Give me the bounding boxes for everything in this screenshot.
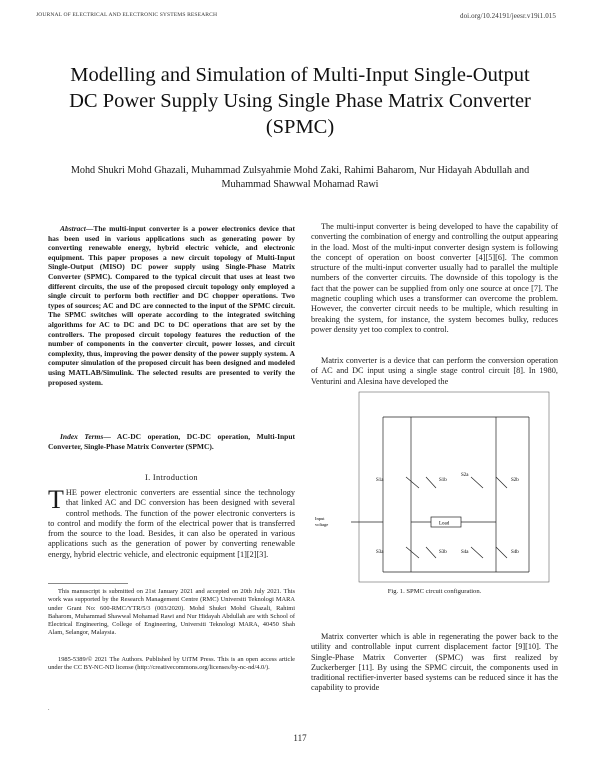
label-input: Input [315,516,325,521]
label-load: Load [439,521,450,527]
label-s1a: S1a [376,478,384,483]
right-paragraph-2: Matrix converter is a device that can perform the conversion operation of AC and DC input using a single stage control circuit [8]. In 1980, Venturini and Alesina have developed the [311,356,558,386]
footnote-license: 1985-5389/© 2021 The Authors. Published by UiTM Press. This is an open access article under the CC BY-NC-ND license (http://creativecommons.org/licenses/by-nc-nd/4.0/). [48,656,295,672]
abstract-text: —The multi-input converter is a power electronics device that has been used in various applications such as generating power by converting renewable energy, hybrid electric vehicle, and electronic equipment. This paper proposes a new circuit topology of Multi-Input Single-Output (MISO) DC power supply using Single-Phase Matrix Converter (SPMC). Compared to the typical circuit that uses at least two different circuits, the use of the proposed circuit topology only employed a single circuit to perform both rectifier and DC chopper operations. Two types of sources; AC and DC are connected to the input of the SPMC circuit. The SPMC switches will operate according to the integrated switching algorithms for AC to DC and DC to DC operations that are set by the controllers. The proposed circuit topology features the reduction of the number of components in the converter circuit, power losses, and circuit complexity, thus, improving the power density of the power supply system. A computer simulation of the proposed circuit has been designed and modeled using MATLAB/Simulink. The selected results are presented to verify the proposed system. [48,224,295,387]
paper-authors: Mohd Shukri Mohd Ghazali, Muhammad Zulsyahmie Mohd Zaki, Rahimi Baharom, Nur Hidayah Abdullah and Muhammad Shawwal Mohamad Rawi [70,165,530,190]
footnote-manuscript: This manuscript is submitted on 21st January 2021 and accepted on 20th July 2021. This work was supported by the Research Management Centre (RMC) Universiti Teknologi MARA under Grant No: 600-RMC/YTR/5/3 (003/2020). Mohd Shukri Mohd Ghazali, Rahimi Baharom, Muhammad Shawwal Mohamad Rawi and Nur Hidayah Abdullah are with School of Electrical Engineering, College of Engineering, Universiti Teknologi MARA, 40450 Shah Alam, Selangor, Malaysia. [48,588,295,637]
label-voltage: voltage [315,522,329,527]
footnote-dot: . [48,706,50,712]
dropcap: T [48,485,64,514]
paper-title: Modelling and Simulation of Multi-Input Single-Output DC Power Supply Using Single Phase Matrix Converter (SPMC) [69,64,531,138]
journal-header: JOURNAL OF ELECTRICAL AND ELECTRONIC SYSTEMS RESEARCH [36,12,218,18]
abstract-label: Abstract [60,224,86,233]
label-s4a: S4a [461,550,469,555]
label-s4b: S4b [511,550,519,555]
right-paragraph-3: Matrix converter which is able in regenerating the power back to the utility and controllable input current displacement factor [9][10]. The Single-Phase Matrix Converter (SPMC) was first realized by Zuckerberger [11]. By using the SPMC circuit, the components used in traditional rectifier-inverter based systems can be reduced since it has the capability to provide [311,632,558,693]
label-s2b: S2b [511,478,519,483]
footnote-rule [48,583,128,584]
introduction-paragraph [48,485,295,560]
label-s3a: S3a [376,550,384,555]
index-terms-text: — AC-DC operation, DC-DC operation, Multi-Input Converter, Single-Phase Matrix Converter (SPMC). [48,432,296,451]
label-s2a: S2a [461,473,469,478]
label-s3b: S3b [439,550,447,555]
right-paragraph-1: The multi-input converter is being developed to have the capability of converting the combination of energy and controlling the output appearing in the load. Most of the multi-input converter design system is following the concept of operation on boost converter [4][5][6]. The common structure of the multi-input converter usually had to parallel the multiple numbers of the converter circuits. The downside of this topology is the fact that the power can be supplied from only one source at once [7]. The magnetic coupling which uses a transformer can overcome the problem. However, the converter circuit needs to be multiple, which resulting in breaking the system, for instance, the system becomes bulky, reduces power density yet too complex to control. [311,222,558,334]
page-number: 117 [293,733,307,743]
label-s1b: S1b [439,478,447,483]
abstract [48,224,295,387]
introduction-text: HE power electronic converters are essential since the technology that linked AC and DC conversion has been designed with several control methods. The function of the power electronic converters is to control and modify the form of the electrical power that is transferred from the source to the load. Besides, it can also be operated in various applications such as the generation of power by converting renewable energy, hybrid electric vehicle, and electronic equipment [1][2][3]. [48,488,295,559]
index-terms-label: Index Terms [60,432,104,441]
doi-header[interactable]: doi.org/10.24191/jeesr.v19i1.015 [459,12,556,20]
spmc-circuit-figure [311,382,558,586]
section-heading-introduction: I. Introduction [145,473,198,482]
figure-caption: Fig. 1. SPMC circuit configuration. [387,588,482,595]
index-terms [48,432,295,451]
